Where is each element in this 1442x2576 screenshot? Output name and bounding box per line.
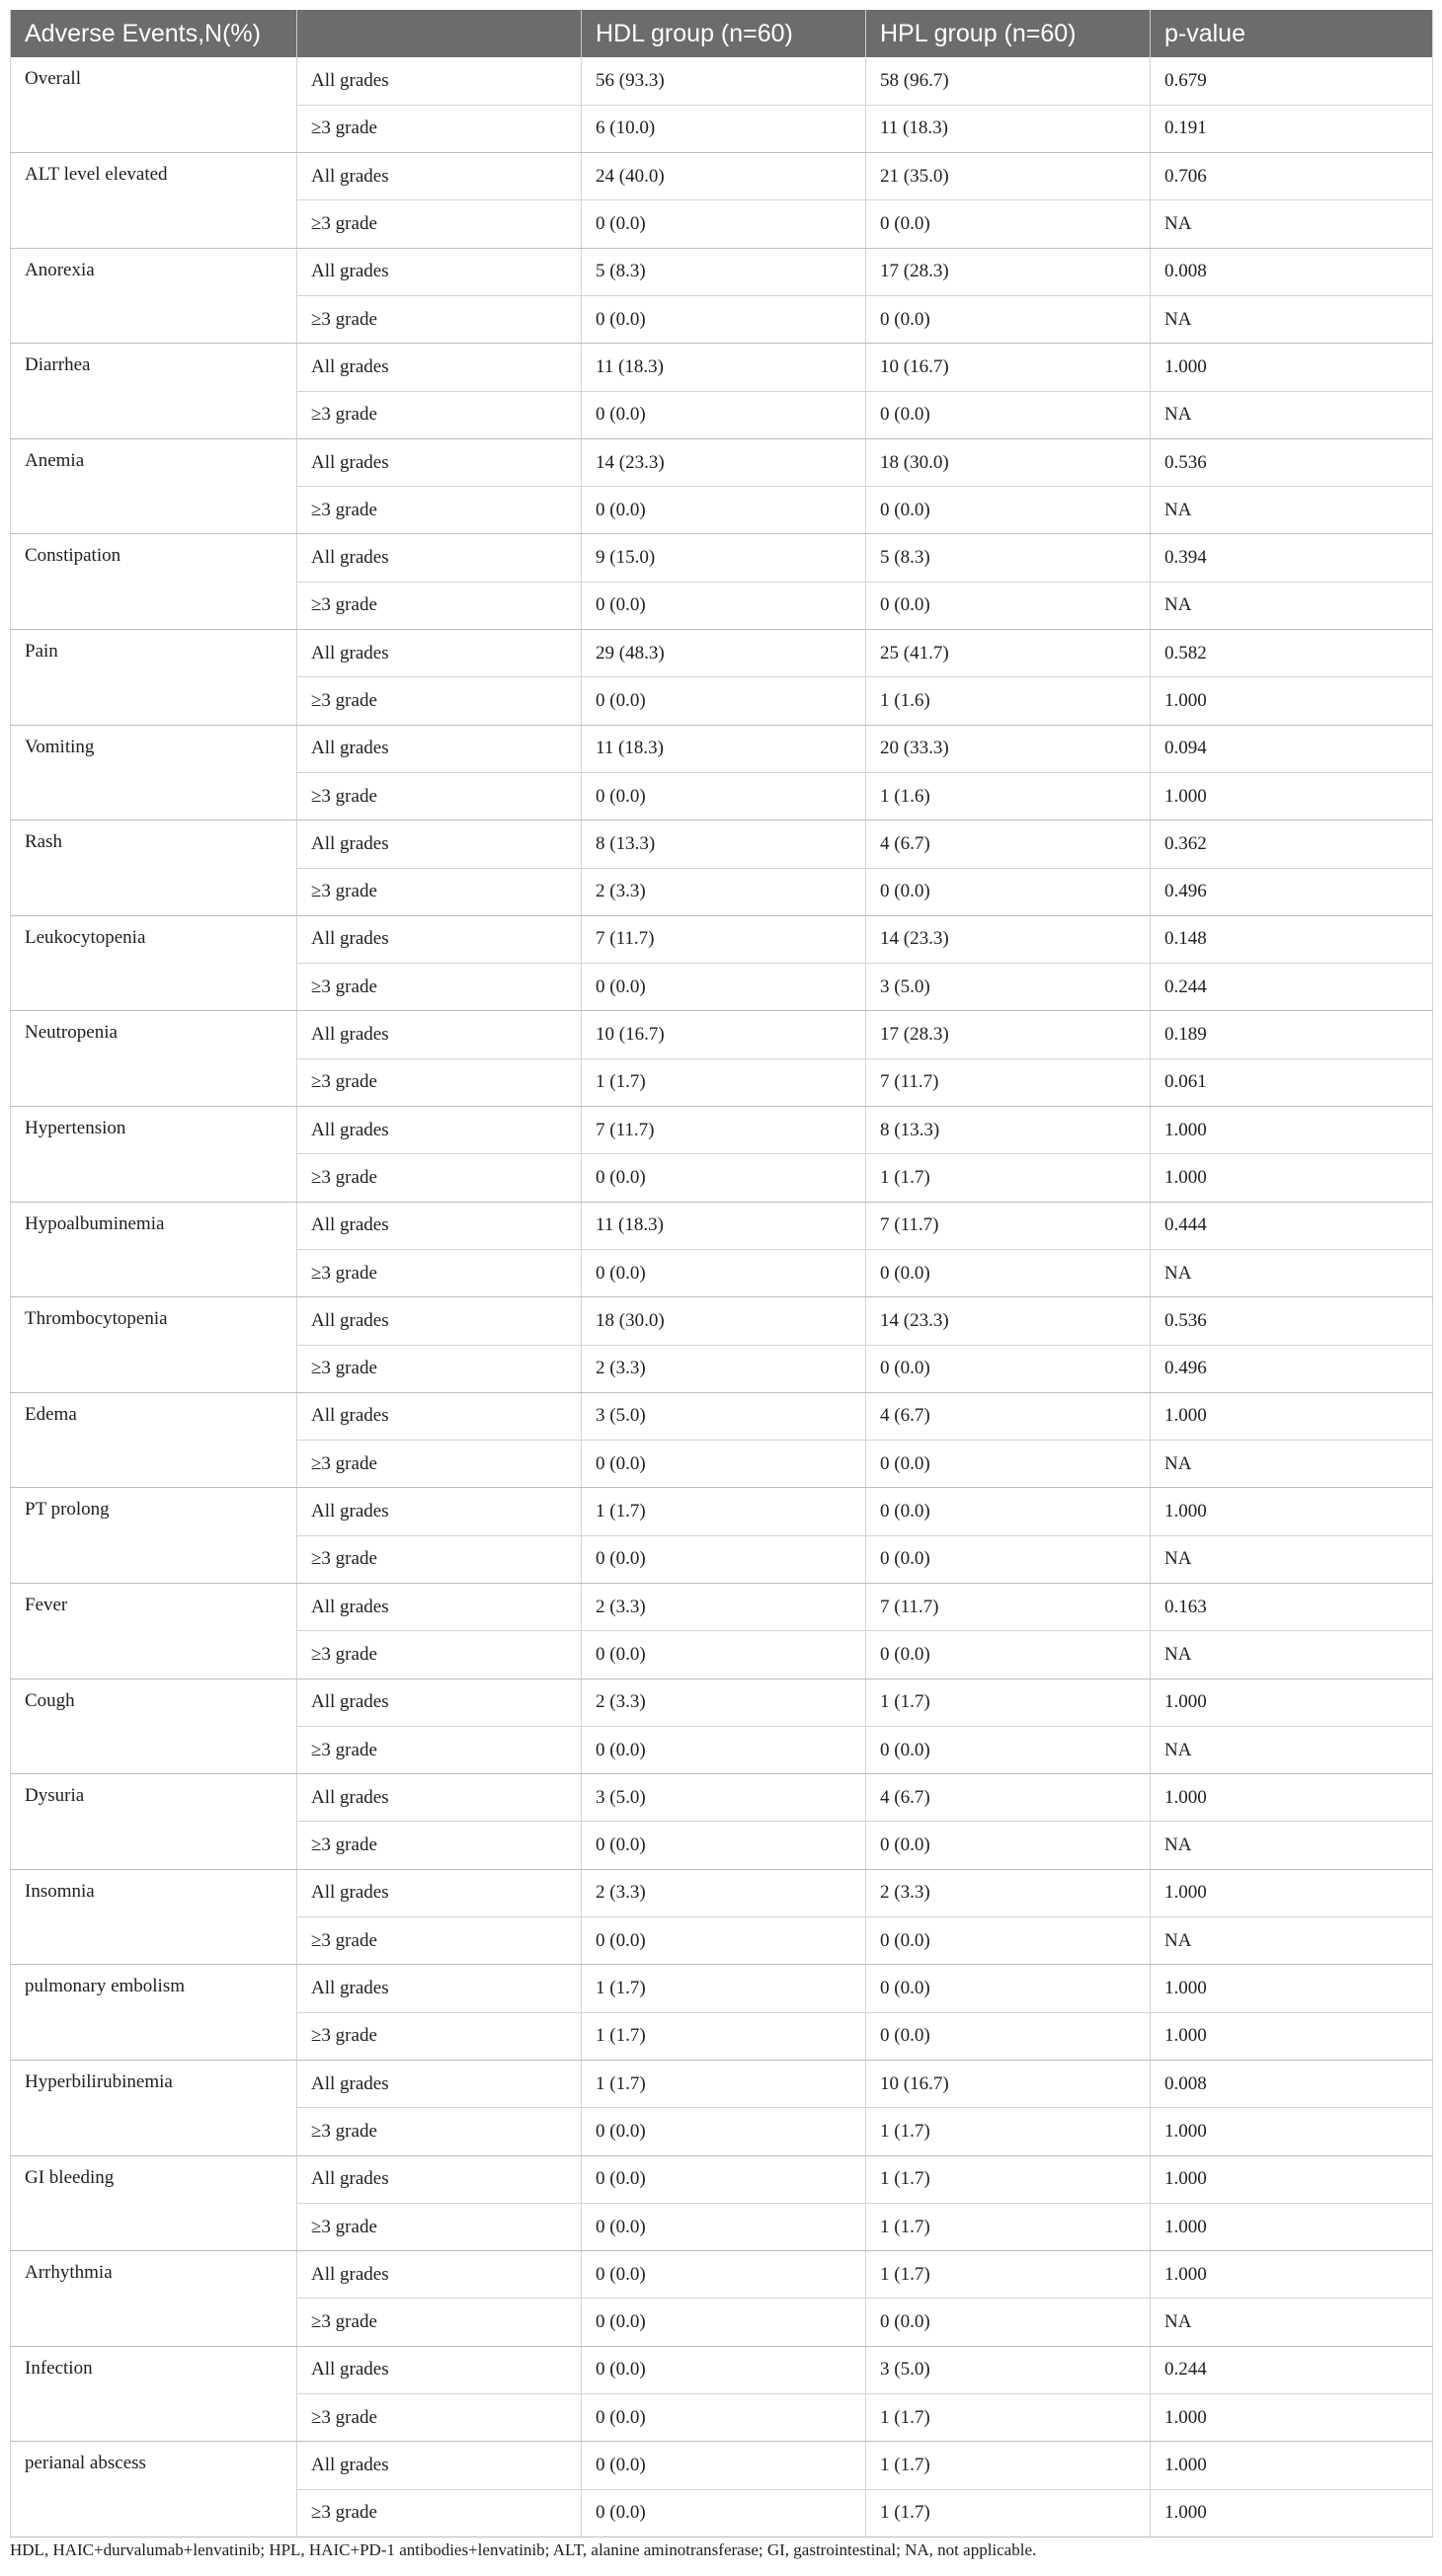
grade-cell: ≥3 grade [297,2203,582,2250]
grade-cell: All grades [297,534,582,582]
p-value-cell: NA [1151,1249,1433,1296]
p-value-cell: 1.000 [1151,2489,1433,2537]
table-row [11,1678,1433,1726]
table-row [11,1584,1433,1631]
p-value-cell: 1.000 [1151,2394,1433,2442]
table-row [11,2442,1433,2489]
hdl-value-cell: 0 (0.0) [582,487,866,534]
hpl-value-cell: 3 (5.0) [866,2346,1151,2393]
hdl-value-cell: 0 (0.0) [582,772,866,820]
hpl-value-cell: 0 (0.0) [866,295,1151,343]
grade-cell: All grades [297,1011,582,1058]
grade-cell: ≥3 grade [297,295,582,343]
hpl-value-cell: 4 (6.7) [866,1774,1151,1822]
event-name-cell: Leukocytopenia [11,915,297,1011]
hdl-value-cell: 0 (0.0) [582,1535,866,1583]
grade-cell: All grades [297,1202,582,1249]
hpl-value-cell: 7 (11.7) [866,1202,1151,1249]
event-name-cell: ALT level elevated [11,153,297,249]
hpl-value-cell: 11 (18.3) [866,105,1151,152]
grade-cell: ≥3 grade [297,487,582,534]
hpl-value-cell: 0 (0.0) [866,1822,1151,1869]
grade-cell: ≥3 grade [297,964,582,1011]
p-value-cell: 1.000 [1151,344,1433,391]
grade-cell: ≥3 grade [297,2299,582,2346]
grade-cell: ≥3 grade [297,1726,582,1773]
hdl-value-cell: 0 (0.0) [582,1249,866,1296]
p-value-cell: 0.496 [1151,868,1433,915]
event-name-cell: Constipation [11,534,297,630]
p-value-cell: 0.244 [1151,964,1433,1011]
table-row [11,1488,1433,1535]
grade-cell: All grades [297,1107,582,1154]
p-value-cell: 0.191 [1151,105,1433,152]
hpl-value-cell: 1 (1.7) [866,2251,1151,2299]
hdl-value-cell: 0 (0.0) [582,2489,866,2537]
hdl-value-cell: 2 (3.3) [582,868,866,915]
hpl-value-cell: 0 (0.0) [866,1488,1151,1535]
p-value-cell: NA [1151,1822,1433,1869]
hdl-value-cell: 0 (0.0) [582,2442,866,2489]
grade-cell: All grades [297,1392,582,1440]
hpl-value-cell: 1 (1.7) [866,2108,1151,2155]
hpl-value-cell: 58 (96.7) [866,57,1151,105]
grade-cell: All grades [297,820,582,868]
grade-cell: All grades [297,2155,582,2203]
hpl-value-cell: 3 (5.0) [866,964,1151,1011]
hpl-value-cell: 1 (1.7) [866,2442,1151,2489]
p-value-cell: 1.000 [1151,1869,1433,1916]
p-value-cell: 0.148 [1151,915,1433,963]
grade-cell: ≥3 grade [297,868,582,915]
event-name-cell: Vomiting [11,725,297,820]
hpl-value-cell: 21 (35.0) [866,153,1151,200]
grade-cell: ≥3 grade [297,1441,582,1488]
p-value-cell: 0.496 [1151,1345,1433,1392]
hdl-value-cell: 7 (11.7) [582,915,866,963]
hdl-value-cell: 1 (1.7) [582,1488,866,1535]
hdl-value-cell: 0 (0.0) [582,200,866,248]
table-footnote: HDL, HAIC+durvalumab+lenvatinib; HPL, HAIC+PD-1 antibodies+lenvatinib; ALT, alanine aminotransferase; GI, gastrointestinal; NA, not applicable. [10,2540,1037,2559]
table-row [11,1011,1433,1058]
p-value-cell: 1.000 [1151,2108,1433,2155]
hpl-value-cell: 1 (1.7) [866,2155,1151,2203]
hdl-value-cell: 56 (93.3) [582,57,866,105]
table-row [11,725,1433,772]
grade-cell: ≥3 grade [297,200,582,248]
p-value-cell: NA [1151,1726,1433,1773]
grade-cell: All grades [297,2442,582,2489]
table-row [11,915,1433,963]
table-row [11,248,1433,295]
hpl-value-cell: 7 (11.7) [866,1058,1151,1106]
hpl-value-cell: 0 (0.0) [866,391,1151,438]
hpl-value-cell: 1 (1.7) [866,2203,1151,2250]
table-row [11,1965,1433,2012]
hdl-value-cell: 10 (16.7) [582,1011,866,1058]
table-header [11,10,1433,57]
hpl-value-cell: 14 (23.3) [866,1297,1151,1345]
event-name-cell: Pain [11,630,297,726]
p-value-cell: 0.536 [1151,1297,1433,1345]
table-row [11,1774,1433,1822]
hpl-value-cell: 1 (1.6) [866,772,1151,820]
hdl-value-cell: 0 (0.0) [582,295,866,343]
hpl-value-cell: 0 (0.0) [866,1917,1151,1965]
p-value-cell: NA [1151,1535,1433,1583]
table-row [11,630,1433,677]
p-value-cell: NA [1151,582,1433,629]
event-name-cell: Diarrhea [11,344,297,439]
hdl-value-cell: 1 (1.7) [582,2012,866,2060]
hdl-value-cell: 9 (15.0) [582,534,866,582]
hdl-value-cell: 0 (0.0) [582,2108,866,2155]
event-name-cell: Edema [11,1392,297,1488]
table-row [11,153,1433,200]
hdl-value-cell: 18 (30.0) [582,1297,866,1345]
hdl-value-cell: 1 (1.7) [582,1965,866,2012]
p-value-cell: 1.000 [1151,1678,1433,1726]
event-name-cell: Anorexia [11,248,297,344]
grade-cell: All grades [297,1869,582,1916]
p-value-cell: NA [1151,200,1433,248]
grade-cell: All grades [297,57,582,105]
event-name-cell: Rash [11,820,297,916]
p-value-cell: 1.000 [1151,1965,1433,2012]
table-row [11,57,1433,105]
hpl-value-cell: 1 (1.6) [866,677,1151,725]
hdl-value-cell: 1 (1.7) [582,1058,866,1106]
grade-cell: ≥3 grade [297,2012,582,2060]
hdl-value-cell: 2 (3.3) [582,1678,866,1726]
p-value-cell: 1.000 [1151,1488,1433,1535]
grade-cell: ≥3 grade [297,2394,582,2442]
hpl-value-cell: 1 (1.7) [866,1678,1151,1726]
hdl-value-cell: 2 (3.3) [582,1869,866,1916]
event-name-cell: Arrhythmia [11,2251,297,2347]
grade-cell: All grades [297,2251,582,2299]
hpl-value-cell: 0 (0.0) [866,2012,1151,2060]
header-adverse-events: Adverse Events,N(%) [11,10,297,57]
p-value-cell: 1.000 [1151,677,1433,725]
p-value-cell: 1.000 [1151,2012,1433,2060]
hdl-value-cell: 14 (23.3) [582,438,866,486]
hpl-value-cell: 2 (3.3) [866,1869,1151,1916]
grade-cell: All grades [297,1297,582,1345]
event-name-cell: Thrombocytopenia [11,1297,297,1393]
hpl-value-cell: 0 (0.0) [866,582,1151,629]
table-row [11,2060,1433,2107]
event-name-cell: GI bleeding [11,2155,297,2251]
hpl-value-cell: 14 (23.3) [866,915,1151,963]
hdl-value-cell: 8 (13.3) [582,820,866,868]
table-row [11,2346,1433,2393]
header-grade [297,10,582,57]
table-row [11,1392,1433,1440]
hpl-value-cell: 4 (6.7) [866,820,1151,868]
p-value-cell: 1.000 [1151,2203,1433,2250]
grade-cell: ≥3 grade [297,1631,582,1678]
grade-cell: ≥3 grade [297,1535,582,1583]
hdl-value-cell: 0 (0.0) [582,1822,866,1869]
hdl-value-cell: 0 (0.0) [582,2346,866,2393]
hpl-value-cell: 25 (41.7) [866,630,1151,677]
grade-cell: All grades [297,153,582,200]
p-value-cell: 1.000 [1151,2251,1433,2299]
table-row [11,1107,1433,1154]
event-name-cell: pulmonary embolism [11,1965,297,2061]
grade-cell: All grades [297,725,582,772]
hdl-value-cell: 3 (5.0) [582,1392,866,1440]
p-value-cell: 0.362 [1151,820,1433,868]
hpl-value-cell: 1 (1.7) [866,1154,1151,1202]
p-value-cell: NA [1151,1917,1433,1965]
table-body [11,57,1433,2537]
table-row [11,2251,1433,2299]
header-row [11,10,1433,57]
p-value-cell: 0.582 [1151,630,1433,677]
event-name-cell: Hyperbilirubinemia [11,2060,297,2155]
p-value-cell: 0.394 [1151,534,1433,582]
event-name-cell: Fever [11,1584,297,1679]
table-row [11,534,1433,582]
grade-cell: All grades [297,1584,582,1631]
table-row [11,2155,1433,2203]
hpl-value-cell: 20 (33.3) [866,725,1151,772]
event-name-cell: Neutropenia [11,1011,297,1107]
grade-cell: All grades [297,630,582,677]
hpl-value-cell: 18 (30.0) [866,438,1151,486]
p-value-cell: NA [1151,391,1433,438]
hpl-value-cell: 0 (0.0) [866,200,1151,248]
hpl-value-cell: 0 (0.0) [866,1631,1151,1678]
event-name-cell: PT prolong [11,1488,297,1584]
hdl-value-cell: 0 (0.0) [582,582,866,629]
grade-cell: All grades [297,1774,582,1822]
event-name-cell: Insomnia [11,1869,297,1965]
header-hdl-group: HDL group (n=60) [582,10,866,57]
event-name-cell: Hypertension [11,1107,297,1203]
p-value-cell: 0.444 [1151,1202,1433,1249]
hdl-value-cell: 0 (0.0) [582,391,866,438]
adverse-events-table [10,10,1433,2537]
grade-cell: All grades [297,1965,582,2012]
hpl-value-cell: 0 (0.0) [866,1345,1151,1392]
event-name-cell: Hypoalbuminemia [11,1202,297,1297]
table-row [11,1869,1433,1916]
hpl-value-cell: 1 (1.7) [866,2394,1151,2442]
header-hpl-group: HPL group (n=60) [866,10,1151,57]
hpl-value-cell: 0 (0.0) [866,1249,1151,1296]
p-value-cell: 0.189 [1151,1011,1433,1058]
table-row [11,1202,1433,1249]
grade-cell: All grades [297,1488,582,1535]
hdl-value-cell: 2 (3.3) [582,1345,866,1392]
hdl-value-cell: 29 (48.3) [582,630,866,677]
hpl-value-cell: 5 (8.3) [866,534,1151,582]
hdl-value-cell: 24 (40.0) [582,153,866,200]
hdl-value-cell: 0 (0.0) [582,1726,866,1773]
p-value-cell: 1.000 [1151,2155,1433,2203]
p-value-cell: 0.094 [1151,725,1433,772]
p-value-cell: NA [1151,487,1433,534]
grade-cell: ≥3 grade [297,2108,582,2155]
hdl-value-cell: 5 (8.3) [582,248,866,295]
grade-cell: ≥3 grade [297,105,582,152]
p-value-cell: 0.008 [1151,248,1433,295]
hpl-value-cell: 7 (11.7) [866,1584,1151,1631]
hpl-value-cell: 0 (0.0) [866,2299,1151,2346]
p-value-cell: 0.536 [1151,438,1433,486]
grade-cell: All grades [297,2060,582,2107]
grade-cell: All grades [297,248,582,295]
hdl-value-cell: 6 (10.0) [582,105,866,152]
event-name-cell: Anemia [11,438,297,534]
grade-cell: ≥3 grade [297,1822,582,1869]
hdl-value-cell: 3 (5.0) [582,1774,866,1822]
event-name-cell: Cough [11,1678,297,1774]
event-name-cell: Overall [11,57,297,153]
hpl-value-cell: 0 (0.0) [866,1441,1151,1488]
hdl-value-cell: 11 (18.3) [582,725,866,772]
p-value-cell: 0.706 [1151,153,1433,200]
hdl-value-cell: 0 (0.0) [582,2155,866,2203]
grade-cell: ≥3 grade [297,677,582,725]
header-p-value: p-value [1151,10,1433,57]
hdl-value-cell: 0 (0.0) [582,1917,866,1965]
p-value-cell: 0.679 [1151,57,1433,105]
event-name-cell: perianal abscess [11,2442,297,2537]
p-value-cell: 1.000 [1151,1774,1433,1822]
hpl-value-cell: 17 (28.3) [866,1011,1151,1058]
p-value-cell: 0.008 [1151,2060,1433,2107]
hdl-value-cell: 7 (11.7) [582,1107,866,1154]
p-value-cell: 1.000 [1151,772,1433,820]
grade-cell: ≥3 grade [297,1058,582,1106]
grade-cell: ≥3 grade [297,1345,582,1392]
hdl-value-cell: 0 (0.0) [582,2203,866,2250]
grade-cell: All grades [297,438,582,486]
hpl-value-cell: 10 (16.7) [866,2060,1151,2107]
hdl-value-cell: 0 (0.0) [582,2251,866,2299]
p-value-cell: NA [1151,295,1433,343]
hpl-value-cell: 0 (0.0) [866,1726,1151,1773]
grade-cell: ≥3 grade [297,582,582,629]
table-row [11,820,1433,868]
hpl-value-cell: 1 (1.7) [866,2489,1151,2537]
hpl-value-cell: 17 (28.3) [866,248,1151,295]
grade-cell: ≥3 grade [297,1154,582,1202]
hpl-value-cell: 8 (13.3) [866,1107,1151,1154]
hdl-value-cell: 0 (0.0) [582,2299,866,2346]
hdl-value-cell: 0 (0.0) [582,2394,866,2442]
hpl-value-cell: 0 (0.0) [866,868,1151,915]
hpl-value-cell: 0 (0.0) [866,487,1151,534]
hdl-value-cell: 0 (0.0) [582,677,866,725]
table-row [11,344,1433,391]
hdl-value-cell: 0 (0.0) [582,964,866,1011]
hdl-value-cell: 11 (18.3) [582,344,866,391]
hpl-value-cell: 4 (6.7) [866,1392,1151,1440]
grade-cell: All grades [297,2346,582,2393]
p-value-cell: NA [1151,1631,1433,1678]
p-value-cell: 1.000 [1151,1392,1433,1440]
hdl-value-cell: 0 (0.0) [582,1154,866,1202]
p-value-cell: 1.000 [1151,1154,1433,1202]
hpl-value-cell: 0 (0.0) [866,1535,1151,1583]
table-row [11,438,1433,486]
grade-cell: ≥3 grade [297,772,582,820]
p-value-cell: 0.244 [1151,2346,1433,2393]
table-row [11,1297,1433,1345]
p-value-cell: 0.163 [1151,1584,1433,1631]
hdl-value-cell: 0 (0.0) [582,1441,866,1488]
hdl-value-cell: 11 (18.3) [582,1202,866,1249]
grade-cell: All grades [297,344,582,391]
grade-cell: ≥3 grade [297,1249,582,1296]
grade-cell: All grades [297,915,582,963]
hdl-value-cell: 0 (0.0) [582,1631,866,1678]
p-value-cell: 1.000 [1151,2442,1433,2489]
hpl-value-cell: 10 (16.7) [866,344,1151,391]
event-name-cell: Infection [11,2346,297,2442]
hdl-value-cell: 1 (1.7) [582,2060,866,2107]
p-value-cell: NA [1151,2299,1433,2346]
p-value-cell: 1.000 [1151,1107,1433,1154]
grade-cell: ≥3 grade [297,2489,582,2537]
hdl-value-cell: 2 (3.3) [582,1584,866,1631]
grade-cell: ≥3 grade [297,391,582,438]
grade-cell: All grades [297,1678,582,1726]
event-name-cell: Dysuria [11,1774,297,1870]
hpl-value-cell: 0 (0.0) [866,1965,1151,2012]
grade-cell: ≥3 grade [297,1917,582,1965]
p-value-cell: NA [1151,1441,1433,1488]
p-value-cell: 0.061 [1151,1058,1433,1106]
